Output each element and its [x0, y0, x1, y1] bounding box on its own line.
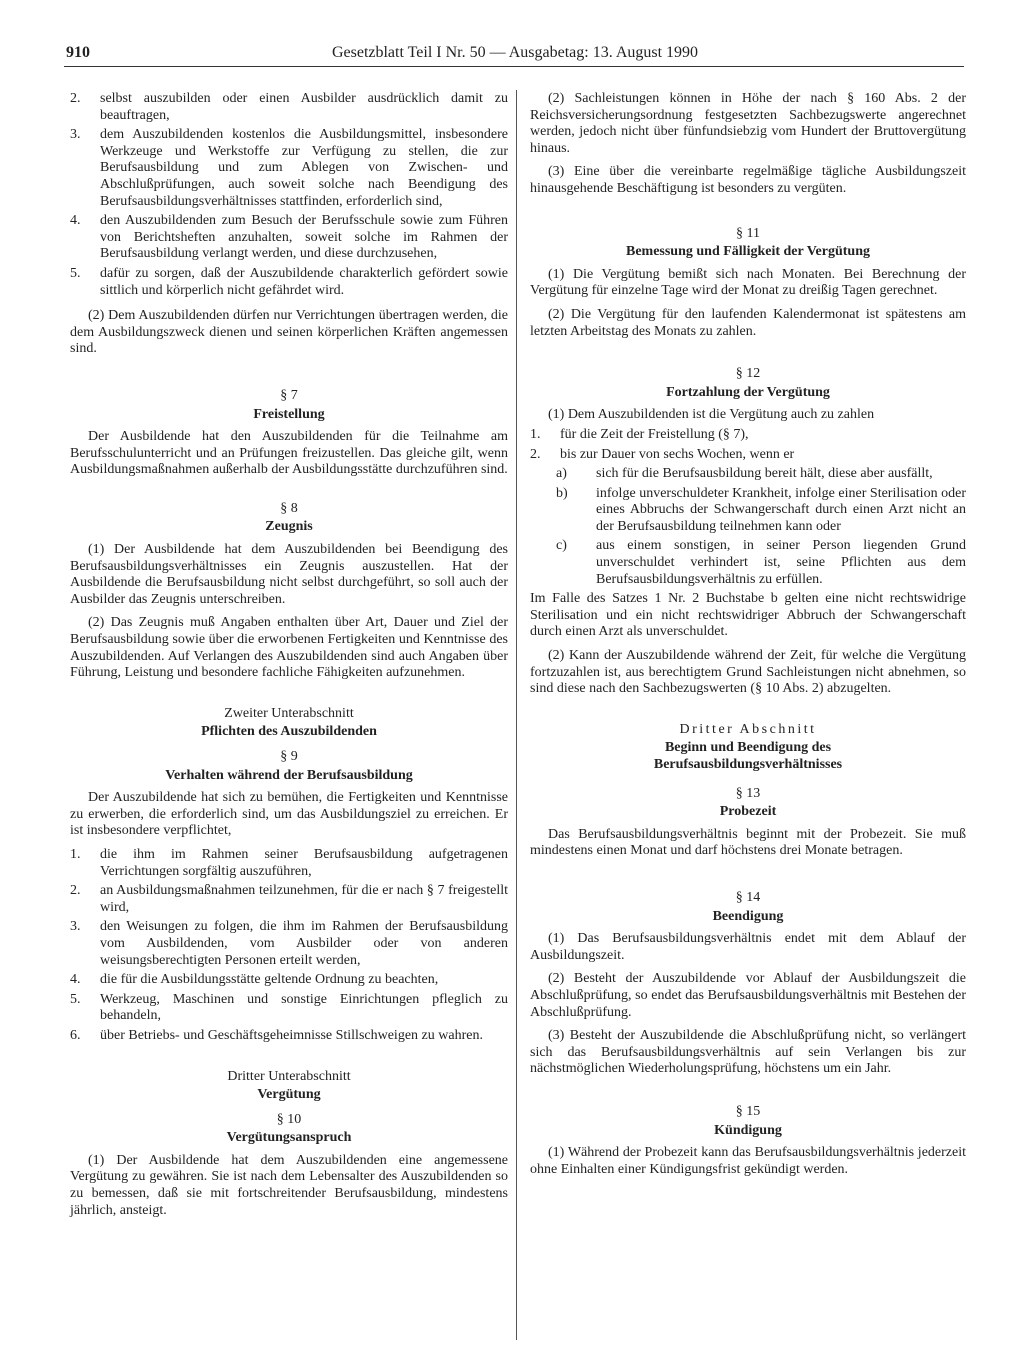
paragraph: (3) Eine über die vereinbarte regelmäßige tägliche Ausbildungszeit hinausgehende Beschäftigung ist besonders zu vergüten.: [530, 164, 966, 196]
section-heading: Beendigung: [712, 908, 784, 924]
section-number: § 13: [735, 785, 761, 801]
paragraph: (2) Dem Auszubildenden dürfen nur Verrichtungen übertragen werden, die dem Ausbildungszweck dienen und seinen körperlichen Kräften angemessen sind.: [70, 308, 508, 357]
list-item: 4. den Auszubildenden zum Besuch der Berufsschule sowie zum Führen von Berichtsheften anzuhalten, soweit solche im Rahmen der Berufsausbildung verlangt werden, und diese durchzusehen,: [70, 213, 508, 262]
paragraph: Im Falle des Satzes 1 Nr. 2 Buchstabe b gelten eine nicht rechtswidrige Sterilisation und ein nicht rechtswidriger Abbruch der Schwangerschaft durch einen Arzt als unverschuldet.: [530, 591, 966, 640]
section-heading: Freistellung: [253, 406, 325, 422]
right-column: [530, 91, 966, 1185]
list-item: 2. selbst auszubilden oder einen Ausbilder ausdrücklich damit zu beauftragen,: [70, 91, 508, 123]
section-heading: Fortzahlung der Vergütung: [666, 384, 830, 400]
paragraph: (1) Der Ausbildende hat dem Auszubildenden bei Beendigung des Berufsausbildungsverhältnisses ein Zeugnis auszustellen. Hat der Ausbildende die Berufsausbildung nicht selbst durchgeführt, so soll auch der Ausbilder das Zeugnis unterschreiben.: [70, 542, 508, 607]
list-item: 2. bis zur Dauer von sechs Wochen, wenn er: [530, 446, 795, 462]
section-heading: Bemessung und Fälligkeit der Vergütung: [625, 244, 870, 260]
header-title: Gesetzblatt Teil I Nr. 50 — Ausgabetag: 13. August 1990: [331, 44, 699, 61]
section-heading: Kündigung: [714, 1122, 782, 1138]
section-group-label: Dritter Abschnitt: [679, 721, 817, 737]
paragraph: (2) Die Vergütung für den laufenden Kalendermonat ist spätestens am letzten Arbeitstag des Monats zu zahlen.: [530, 306, 966, 339]
list-item: 3. dem Auszubildenden kostenlos die Ausbildungsmittel, insbesondere Werkzeuge und Werkstoffe zur Verfügung zu stellen, die zur Berufsausbildung und zum Ablegen von Zwischen- und Abschlußprüfungen, auch soweit solche nach Beendigung des Berufsausbildungsverhältnisses stattfinden, erforderlich sind,: [70, 127, 508, 209]
paragraph: Der Auszubildende hat sich zu bemühen, die Fertigkeiten und Kenntnisse zu erwerben, die erforderlich sind, um das Ausbildungsziel zu erreichen. Er ist insbesondere verpflichtet,: [70, 790, 508, 839]
paragraph: (1) Dem Auszubildenden ist die Vergütung auch zu zahlen: [548, 407, 875, 423]
subsection-heading: Vergütung: [257, 1087, 321, 1103]
section-number: § 10: [276, 1111, 302, 1127]
list-item: 5. dafür zu sorgen, daß der Auszubildende charakterlich gefördert sowie sittlich und körperlich nicht gefährdet wird.: [70, 265, 508, 298]
paragraph: (2) Besteht der Auszubildende vor Ablauf der Ausbildungszeit die Abschlußprüfung, so endet das Berufsausbildungsverhältnis mit Bestehen der Abschlußprüfung.: [530, 971, 966, 1020]
paragraph: Der Ausbildende hat den Auszubildenden für die Teilnahme am Berufsschulunterricht und an Prüfungen freizustellen. Das gleiche gilt, wenn Ausbildungsmaßnahmen außerhalb der Ausbildungsstätte durchzuführen sind.: [70, 429, 508, 478]
list-item: 4. die für die Ausbildungsstätte geltende Ordnung zu beachten,: [70, 972, 439, 988]
paragraph: (1) Das Berufsausbildungsverhältnis endet mit dem Ablauf der Ausbildungszeit.: [530, 931, 966, 963]
section-number: § 8: [280, 500, 298, 516]
section-group-heading: Berufsausbildungsverhältnisses: [653, 757, 843, 772]
list-item: 1. die ihm im Rahmen seiner Berufsausbildung aufgetragenen Verrichtungen sorgfältig auszuführen,: [70, 846, 508, 879]
paragraph: (2) Kann der Auszubildende während der Zeit, für welche die Vergütung fortzuzahlen ist, aus berechtigtem Grund Sachleistungen nicht abnehmen, so sind diese nach den Sachbezugswerten (§ 10 Abs. 2) abzugelten.: [530, 648, 966, 697]
paragraph: (1) Die Vergütung bemißt sich nach Monaten. Bei Berechnung der Vergütung für einzelne Tage wird der Monat zu dreißig Tagen gerechnet.: [530, 266, 966, 299]
subsection-label: Dritter Unterabschnitt: [227, 1068, 351, 1084]
sub-list-item: a) sich für die Berufsausbildung bereit hält, diese aber ausfällt,: [556, 466, 933, 482]
paragraph: (3) Besteht der Auszubildende die Abschlußprüfung nicht, so verlängert sich das Berufsausbildungsverhältnis auf sein Verlangen bis zur nächstmöglichen Wiederholungsprüfung, höchstens um ein Jahr.: [530, 1028, 966, 1077]
column-divider: [516, 90, 517, 1340]
section-heading: Probezeit: [719, 804, 777, 820]
list-item: 2. an Ausbildungsmaßnahmen teilzunehmen, für die er nach § 7 freigestellt wird,: [70, 883, 508, 915]
section-number: § 12: [735, 366, 761, 382]
section-number: § 11: [736, 225, 760, 241]
list-item: 5. Werkzeug, Maschinen und sonstige Einrichtungen pfleglich zu behandeln,: [70, 991, 508, 1024]
paragraph: Das Berufsausbildungsverhältnis beginnt mit der Probezeit. Sie muß mindestens einen Monat und darf höchstens drei Monate betragen.: [530, 826, 966, 859]
list-item: 1. für die Zeit der Freistellung (§ 7),: [530, 426, 749, 442]
section-number: § 9: [280, 749, 298, 764]
section-number: § 15: [735, 1103, 761, 1119]
left-column: [70, 91, 508, 1226]
page-header: [66, 44, 964, 66]
section-heading: Zeugnis: [265, 519, 313, 535]
list-item: 6. über Betriebs- und Geschäftsgeheimnisse Stillschweigen zu wahren.: [70, 1027, 483, 1043]
section-heading: Vergütungsanspruch: [226, 1130, 352, 1146]
page-number: 910: [66, 44, 90, 61]
section-heading: Verhalten während der Berufsausbildung: [165, 767, 413, 783]
subsection-label: Zweiter Unterabschnitt: [224, 705, 354, 721]
sub-list-item: b) infolge unverschuldeter Krankheit, infolge einer Sterilisation oder eines Abbruchs der Schwangerschaft durch einen Arzt nicht an der Berufsausbildung teilnehmen kann oder: [556, 485, 966, 534]
paragraph: (1) Während der Probezeit kann das Berufsausbildungsverhältnis jederzeit ohne Einhalten einer Kündigungsfrist gekündigt werden.: [530, 1145, 966, 1177]
section-number: § 14: [735, 889, 761, 905]
section-number: § 7: [280, 387, 298, 403]
subsection-heading: Pflichten des Auszubildenden: [201, 724, 377, 740]
paragraph: (2) Sachleistungen können in Höhe der nach § 160 Abs. 2 der Reichsversicherungsordnung festgesetzten Sachbezugswerte angerechnet werden, jedoch nicht über fünfundsiebzig vom Hundert der Bruttovergütung hinaus.: [530, 91, 966, 156]
sub-list-item: c) aus einem sonstigen, in seiner Person liegenden Grund unverschuldet verhindert ist, seine Pflichten aus dem Berufsausbildungsverhältnis zu erfüllen.: [556, 538, 966, 587]
paragraph: (1) Der Ausbildende hat dem Auszubildenden eine angemessene Vergütung zu gewähren. Sie ist nach dem Lebensalter des Auszubildenden so zu bemessen, daß sie mit fortschreitender Berufsausbildung, mindestens jährlich, ansteigt.: [70, 1152, 508, 1218]
paragraph: (2) Das Zeugnis muß Angaben enthalten über Art, Dauer und Ziel der Berufsausbildung sowie über die erworbenen Fertigkeiten und Kenntnisse des Auszubildenden. Auf Verlangen des Auszubildenden sind auch Angaben über Führung, Leistung und besondere fachliche Fähigkeiten aufzunehmen.: [70, 615, 508, 681]
header-rule: [64, 66, 964, 67]
list-item: 3. den Weisungen zu folgen, die ihm im Rahmen der Berufsausbildung vom Ausbildenden, vom Ausbilder oder von anderen weisungsberechtigten Personen erteilt werden,: [70, 919, 508, 968]
section-group-heading: Beginn und Beendigung des: [664, 740, 832, 756]
